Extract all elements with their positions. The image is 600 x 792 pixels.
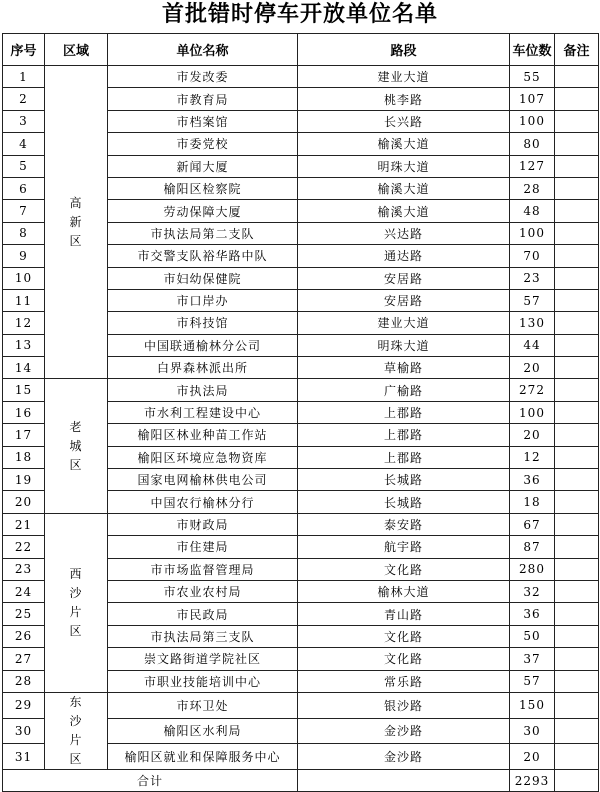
total-remark: [555, 769, 599, 791]
row-unit-name: 白界森林派出所: [108, 357, 298, 379]
row-road: 榆溪大道: [298, 200, 510, 222]
row-spaces: 18: [510, 491, 555, 513]
row-road: 文化路: [298, 625, 510, 647]
row-remark: [555, 155, 599, 177]
row-road: 通达路: [298, 245, 510, 267]
row-road: 草榆路: [298, 357, 510, 379]
header-seq: 序号: [3, 34, 45, 66]
row-road: 桃李路: [298, 88, 510, 110]
header-district: 区域: [45, 34, 108, 66]
row-spaces: 130: [510, 312, 555, 334]
row-spaces: 48: [510, 200, 555, 222]
row-unit-name: 市执法局第三支队: [108, 625, 298, 647]
row-road: 长城路: [298, 469, 510, 491]
row-seq: 31: [3, 744, 45, 770]
row-remark: [555, 289, 599, 311]
row-seq: 30: [3, 718, 45, 744]
row-seq: 29: [3, 692, 45, 718]
row-spaces: 67: [510, 513, 555, 535]
row-unit-name: 中国联通榆林分公司: [108, 334, 298, 356]
row-seq: 10: [3, 267, 45, 289]
row-unit-name: 劳动保障大厦: [108, 200, 298, 222]
district-char: 区: [69, 457, 83, 472]
row-remark: [555, 357, 599, 379]
row-remark: [555, 66, 599, 88]
row-seq: 7: [3, 200, 45, 222]
row-seq: 22: [3, 536, 45, 558]
row-road: 榆林大道: [298, 580, 510, 602]
table-row: [3, 379, 599, 401]
row-spaces: 23: [510, 267, 555, 289]
row-spaces: 28: [510, 177, 555, 199]
district-char: 新: [69, 214, 83, 229]
district-char: 高: [69, 195, 83, 210]
row-unit-name: 榆阳区林业种苗工作站: [108, 424, 298, 446]
row-unit-name: 市委党校: [108, 133, 298, 155]
row-seq: 2: [3, 88, 45, 110]
row-spaces: 36: [510, 603, 555, 625]
row-remark: [555, 401, 599, 423]
document-title: 首批错时停车开放单位名单: [161, 2, 438, 27]
row-remark: [555, 648, 599, 670]
row-unit-name: 市档案馆: [108, 110, 298, 132]
row-remark: [555, 379, 599, 401]
row-remark: [555, 245, 599, 267]
row-remark: [555, 513, 599, 535]
row-unit-name: 中国农行榆林分行: [108, 491, 298, 513]
row-remark: [555, 670, 599, 692]
row-road: 建业大道: [298, 66, 510, 88]
row-unit-name: 榆阳区检察院: [108, 177, 298, 199]
row-spaces: 100: [510, 401, 555, 423]
row-road: 金沙路: [298, 744, 510, 770]
row-unit-name: 市市场监督管理局: [108, 558, 298, 580]
row-remark: [555, 469, 599, 491]
row-spaces: 57: [510, 289, 555, 311]
row-road: 广榆路: [298, 379, 510, 401]
header-road: 路段: [298, 34, 510, 66]
row-road: 长城路: [298, 491, 510, 513]
row-road: 安居路: [298, 289, 510, 311]
row-remark: [555, 334, 599, 356]
row-road: 明珠大道: [298, 155, 510, 177]
row-unit-name: 市执法局第二支队: [108, 222, 298, 244]
row-seq: 15: [3, 379, 45, 401]
row-unit-name: 市发改委: [108, 66, 298, 88]
row-seq: 16: [3, 401, 45, 423]
row-remark: [555, 88, 599, 110]
row-unit-name: 市科技馆: [108, 312, 298, 334]
row-unit-name: 新闻大厦: [108, 155, 298, 177]
row-seq: 3: [3, 110, 45, 132]
row-road: 明珠大道: [298, 334, 510, 356]
row-road: 泰安路: [298, 513, 510, 535]
table-row: [3, 66, 599, 88]
row-road: 青山路: [298, 603, 510, 625]
district-char: 区: [69, 233, 83, 248]
row-road: 上郡路: [298, 401, 510, 423]
district-cell: [45, 513, 108, 692]
row-remark: [555, 744, 599, 770]
row-spaces: 80: [510, 133, 555, 155]
row-spaces: 100: [510, 110, 555, 132]
total-label: 合计: [3, 769, 298, 791]
row-spaces: 44: [510, 334, 555, 356]
row-spaces: 12: [510, 446, 555, 468]
row-unit-name: 榆阳区就业和保障服务中心: [108, 744, 298, 770]
row-seq: 13: [3, 334, 45, 356]
row-spaces: 107: [510, 88, 555, 110]
row-seq: 20: [3, 491, 45, 513]
row-seq: 21: [3, 513, 45, 535]
row-road: 上郡路: [298, 446, 510, 468]
row-unit-name: 市住建局: [108, 536, 298, 558]
total-row: [3, 769, 599, 791]
district-char: 沙: [69, 713, 83, 728]
row-remark: [555, 536, 599, 558]
row-unit-name: 市职业技能培训中心: [108, 670, 298, 692]
row-spaces: 32: [510, 580, 555, 602]
row-road: 常乐路: [298, 670, 510, 692]
header-unit-name: 单位名称: [108, 34, 298, 66]
row-road: 榆溪大道: [298, 177, 510, 199]
row-remark: [555, 424, 599, 446]
row-seq: 28: [3, 670, 45, 692]
district-char: 区: [69, 623, 83, 638]
district-char: 区: [69, 751, 83, 766]
row-seq: 8: [3, 222, 45, 244]
row-spaces: 36: [510, 469, 555, 491]
row-unit-name: 市妇幼保健院: [108, 267, 298, 289]
row-spaces: 70: [510, 245, 555, 267]
row-road: 文化路: [298, 558, 510, 580]
district-char: 东: [69, 694, 83, 709]
row-spaces: 280: [510, 558, 555, 580]
row-spaces: 30: [510, 718, 555, 744]
row-seq: 24: [3, 580, 45, 602]
row-spaces: 87: [510, 536, 555, 558]
row-seq: 27: [3, 648, 45, 670]
district-char: 片: [69, 604, 83, 619]
row-seq: 6: [3, 177, 45, 199]
district-char: 沙: [69, 585, 83, 600]
district-char: 片: [69, 732, 83, 747]
district-char: 老: [69, 419, 83, 434]
row-spaces: 20: [510, 357, 555, 379]
table-header-row: [3, 34, 599, 66]
row-spaces: 100: [510, 222, 555, 244]
row-remark: [555, 558, 599, 580]
row-seq: 5: [3, 155, 45, 177]
row-seq: 26: [3, 625, 45, 647]
row-unit-name: 榆阳区环境应急物资库: [108, 446, 298, 468]
row-road: 文化路: [298, 648, 510, 670]
row-seq: 25: [3, 603, 45, 625]
header-spaces: 车位数: [510, 34, 555, 66]
row-seq: 9: [3, 245, 45, 267]
row-remark: [555, 110, 599, 132]
row-unit-name: 市财政局: [108, 513, 298, 535]
row-unit-name: 市执法局: [108, 379, 298, 401]
row-spaces: 127: [510, 155, 555, 177]
row-unit-name: 国家电网榆林供电公司: [108, 469, 298, 491]
row-spaces: 50: [510, 625, 555, 647]
row-seq: 4: [3, 133, 45, 155]
row-unit-name: 崇文路街道学院社区: [108, 648, 298, 670]
row-unit-name: 市环卫处: [108, 692, 298, 718]
row-seq: 11: [3, 289, 45, 311]
row-spaces: 20: [510, 424, 555, 446]
row-road: 长兴路: [298, 110, 510, 132]
row-road: 银沙路: [298, 692, 510, 718]
row-seq: 14: [3, 357, 45, 379]
row-remark: [555, 200, 599, 222]
row-remark: [555, 625, 599, 647]
parking-unit-table: [2, 33, 599, 792]
row-spaces: 55: [510, 66, 555, 88]
row-remark: [555, 222, 599, 244]
row-spaces: 37: [510, 648, 555, 670]
row-seq: 19: [3, 469, 45, 491]
table-row: [3, 513, 599, 535]
row-seq: 12: [3, 312, 45, 334]
row-remark: [555, 603, 599, 625]
header-remark: 备注: [555, 34, 599, 66]
row-remark: [555, 580, 599, 602]
row-remark: [555, 177, 599, 199]
row-road: 榆溪大道: [298, 133, 510, 155]
row-unit-name: 市农业农村局: [108, 580, 298, 602]
row-remark: [555, 718, 599, 744]
row-remark: [555, 446, 599, 468]
row-spaces: 150: [510, 692, 555, 718]
row-remark: [555, 312, 599, 334]
row-road: 安居路: [298, 267, 510, 289]
row-unit-name: 市教育局: [108, 88, 298, 110]
row-road: 兴达路: [298, 222, 510, 244]
row-unit-name: 市交警支队裕华路中队: [108, 245, 298, 267]
row-remark: [555, 267, 599, 289]
row-unit-name: 市民政局: [108, 603, 298, 625]
table-row: [3, 692, 599, 718]
row-spaces: 57: [510, 670, 555, 692]
row-unit-name: 市水利工程建设中心: [108, 401, 298, 423]
row-remark: [555, 692, 599, 718]
district-cell: [45, 692, 108, 769]
row-road: 航宇路: [298, 536, 510, 558]
row-spaces: 272: [510, 379, 555, 401]
row-spaces: 20: [510, 744, 555, 770]
table-body: [3, 66, 599, 770]
total-spacer: [298, 769, 510, 791]
row-unit-name: 榆阳区水利局: [108, 718, 298, 744]
row-remark: [555, 133, 599, 155]
row-seq: 17: [3, 424, 45, 446]
district-cell: [45, 379, 108, 513]
row-seq: 18: [3, 446, 45, 468]
row-remark: [555, 491, 599, 513]
total-value: 2293: [510, 769, 555, 791]
row-seq: 23: [3, 558, 45, 580]
row-unit-name: 市口岸办: [108, 289, 298, 311]
row-seq: 1: [3, 66, 45, 88]
district-char: 城: [69, 438, 83, 453]
row-road: 金沙路: [298, 718, 510, 744]
row-road: 建业大道: [298, 312, 510, 334]
district-cell: [45, 66, 108, 379]
district-char: 西: [69, 566, 83, 581]
row-road: 上郡路: [298, 424, 510, 446]
